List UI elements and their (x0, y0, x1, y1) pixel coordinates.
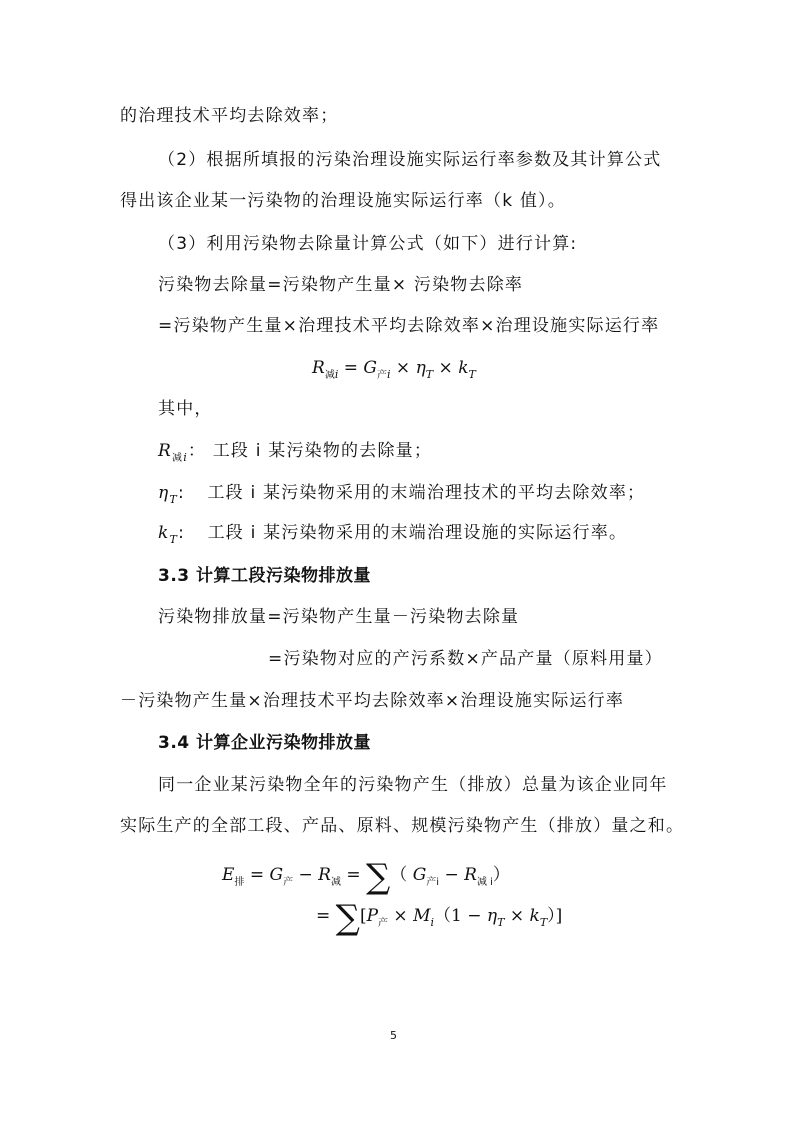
paragraph-line: （2）根据所填报的污染治理设施实际运行率参数及其计算公式 (158, 150, 662, 170)
formula-operator: × (388, 906, 414, 926)
definition-text: ： 工段 i 某污染物的去除量； (187, 441, 433, 461)
formula-subscript: 产 (283, 877, 294, 888)
formula-operator: − (439, 865, 465, 885)
page-number: 5 (390, 1029, 397, 1042)
definition-colon: : (178, 523, 192, 543)
summation-icon: ∑ (335, 898, 360, 938)
formula-operator: = (340, 865, 367, 885)
section-heading-3-3: 3.3 计算工段污染物排放量 (158, 566, 372, 586)
formula-operator: = (316, 906, 336, 926)
definition-line (158, 481, 645, 507)
formula-symbol: E (222, 865, 235, 885)
formula-symbol: G (363, 358, 377, 378)
definition-colon: : (177, 483, 192, 503)
paragraph-line: =污染物产生量×治理技术平均去除效率×治理设施实际运行率 (158, 316, 660, 336)
formula-symbol: G (412, 865, 427, 885)
definition-line (158, 521, 627, 547)
formula-subscript: T (425, 368, 434, 381)
formula-subscript: 产 (378, 918, 389, 929)
formula-subscript: T (497, 916, 505, 929)
paragraph-line: 实际生产的全部工段、产品、原料、规模污染物产生（排放）量之和。 (120, 816, 685, 836)
formula-symbol: η (158, 483, 170, 503)
paragraph-line: －污染物产生量×治理技术平均去除效率×治理设施实际运行率 (120, 691, 625, 711)
formula-subscript: i (387, 368, 391, 381)
formula-bracket: [ (359, 906, 367, 926)
formula-operator: × (504, 906, 530, 926)
formula-subscript: 减 (172, 453, 184, 464)
emission-formula-line-1 (222, 857, 510, 897)
formula-symbol: R (158, 441, 172, 461)
formula-subscript: 减 i (476, 877, 493, 888)
formula-subscript: 产 (377, 370, 387, 381)
formula-operator: = (244, 865, 270, 885)
formula-symbol: R (312, 358, 325, 378)
formula-symbol: k (458, 358, 469, 378)
formula-constant: 1 − (451, 906, 487, 926)
paragraph-line: 污染物排放量=污染物产生量－污染物去除量 (158, 607, 520, 627)
formula-paren: ） (547, 906, 556, 926)
formula-symbol: η (486, 906, 498, 926)
formula-subscript: i (430, 916, 435, 929)
formula-subscript: T (169, 493, 178, 506)
formula-paren: ） (492, 865, 510, 885)
formula-operator: − (293, 865, 319, 885)
formula-subscript: i (183, 451, 188, 464)
formula-operator: = (338, 358, 364, 378)
formula-symbol: M (413, 906, 431, 926)
paragraph-line: 污染物去除量=污染物产生量× 污染物去除率 (158, 275, 524, 295)
paragraph-line: 其中， (158, 399, 213, 419)
formula-subscript: i (334, 368, 339, 381)
formula-symbol: G (269, 865, 284, 885)
formula-paren: （ (434, 906, 452, 926)
formula-subscript: 产i (426, 877, 440, 888)
paragraph-line: 同一企业某污染物全年的污染物产生（排放）总量为该企业同年 (158, 775, 668, 795)
formula-operator: × (390, 358, 416, 378)
definition-line (158, 439, 432, 466)
section-heading-3-4: 3.4 计算企业污染物排放量 (158, 733, 372, 753)
paragraph-line: 得出该企业某一污染物的治理设施实际运行率（k 值）。 (120, 191, 566, 211)
formula-symbol: R (464, 865, 477, 885)
formula-subscript: T (468, 368, 476, 381)
formula-subscript: T (539, 916, 548, 929)
paragraph-line: =污染物对应的产污系数×产品产量（原料用量） (268, 649, 663, 669)
formula-paren: （ (390, 865, 413, 885)
formula-symbol: k (529, 906, 540, 926)
summation-icon: ∑ (366, 857, 391, 897)
formula-subscript: T (169, 533, 179, 546)
formula-symbol: η (415, 358, 426, 378)
paragraph-line: 的治理技术平均去除效率； (120, 106, 339, 126)
formula-subscript: 排 (234, 877, 245, 888)
formula-subscript: 减 (330, 877, 341, 888)
formula-operator: × (433, 358, 459, 378)
formula-symbol: R (318, 865, 331, 885)
formula-subscript: 减 (324, 370, 335, 381)
formula-bracket: ] (555, 906, 563, 926)
removal-formula (312, 356, 476, 383)
emission-formula-line-2 (316, 898, 563, 938)
definition-text: 工段 i 某污染物采用的末端治理设施的实际运行率。 (207, 523, 628, 543)
definition-text: 工段 i 某污染物采用的末端治理技术的平均去除效率； (207, 483, 646, 503)
paragraph-line: （3）利用污染物去除量计算公式（如下）进行计算: (158, 234, 578, 254)
formula-symbol: P (366, 906, 379, 926)
formula-symbol: k (158, 523, 170, 543)
